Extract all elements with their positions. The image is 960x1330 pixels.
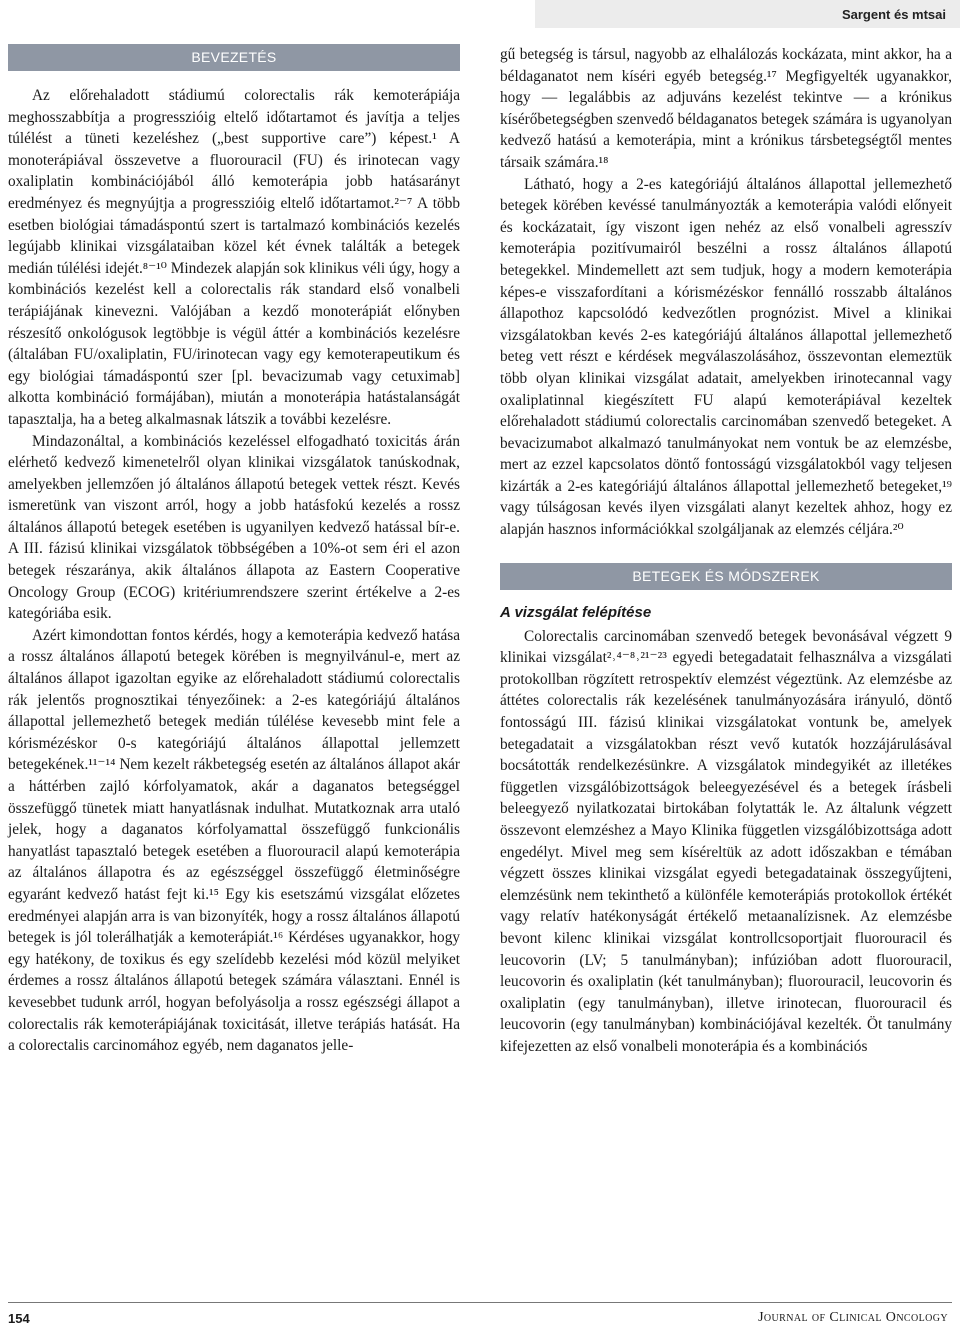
- right-column: [500, 44, 952, 1058]
- running-head-text: Sargent és mtsai: [841, 6, 946, 22]
- body-paragraph: Azért kimondottan fontos kérdés, hogy a kemoterápia kedvező hatása a rossz általános állapotú betegek körében is megnyilvánul-e, mert az általános állapot igazoltan egyike az előrehaladott stádiumú colorectalis rák jelentős prognosztikai tényezőinek: a 2-es kategóriájú általános állapottal jellemezhető betegek medián túlélése kevesebb mint fele a kórismézéskor 0-s kategóriájú általános állapottal jellemzett betegekének.¹¹⁻¹⁴ Nem kezelt rákbetegség esetén az általános állapot akár a háttérben zajló kórfolyamatok, akár a daganatos betegséggel összefüggő tünetek miatt hanyatlásnak indulhat. Mutatkoznak arra utaló jelek, hogy a daganatos kórfolyamattal összefüggő funkcionális hanyatlást tapasztaló betegek esetében a fluorouracil alapú kemoterápia az általános állapotra és az egészséggel összefüggő életminőségre egyaránt kedvező hatást fejt ki.¹⁵ Egy kis esetszámú vizsgálat előzetes eredményei alapján arra is van bizonyíték, hogy a rossz általános állapotú betegek is jól tolerálhatják a kemoterápiát.¹⁶ Kérdéses ugyanakkor, hogy egy hatékony, de toxikus és egy szelídebb kezelési mód közül melyiket érdemes a rossz általános állapotú betegek számára választani. Ennél is kevesebbet tudunk arról, hogyan befolyásolja a rossz egészségi állapot a colorectalis rák kemoterápiájának toxicitását, illetve terápiás hatását. Ha a colorectalis carcinomához egyéb, nem daganatos jelle-: [8, 626, 460, 1055]
- page-number: 154: [8, 1311, 30, 1326]
- journal-name: Journal of Clinical Oncology: [758, 1310, 948, 1325]
- body-paragraph: Látható, hogy a 2-es kategóriájú általános állapottal jellemezhető betegek körében kevéssé tanulmányozták a kemoterápia valódi előnyeit és kockázatait, így viszont igen nehéz az első vonalbeli agresszív kemoterápia pozitívumairól beszélni a rossz általános állapotú betegekkel. Mindemellett azt sem tudjuk, hogy a modern kemoterápia képes-e visszafordítani a kórismézéskor fennálló rosszabb általános állapothoz kapcsolódó kedvezőtlen prognózist. Mivel a klinikai vizsgálatokban kevés 2-es kategóriájú általános állapottal jellemezhető beteg vett részt e kérdések megválaszolásához, összevontan elemeztük több olyan klinikai vizsgálat adatait, amelyekben irinotecannal vagy oxaliplatinnal kiegészített FU alapú kemoterápiával kezeltek előrehaladott stádiumú colorectalis carcinomában szenvedő betegeket. A bevacizumabot alkalmazó tanulmányokat nem vontuk be az elemzésbe, mert az ezzel kapcsolatos döntő fontosságú vizsgálatokból vagy teljesen kizárták a 2-es kategóriájú általános állapottal jellemezhető betegeket,¹⁹ vagy túlságosan kevés ilyen vizsgálati alanyt kezeltek ahhoz, hogy ez alapján hasznos információkkal szolgáljanak az elemzés céljára.²⁰: [500, 175, 952, 539]
- body-paragraph: Mindazonáltal, a kombinációs kezeléssel elfogadható toxicitás árán elérhető kedvező kimenetelről olyan klinikai vizsgálatok tanúskodnak, amelyekben jellemzően jó általános állapotú betegek vettek részt. Kevés ismeretünk van viszont arról, hogy a jobb hatásfokú kezelés a rossz általános állapotú betegek esetében is ugyanilyen kedvező hatással bír-e. A III. fázisú klinikai vizsgálatok többségében a 10%-ot sem éri el azon betegek részaránya, akik általános állapota az Eastern Cooperative Oncology Group (ECOG) kritériumrendszere szerint értékelve a 2-es kategóriába esik.: [8, 432, 460, 623]
- subheading-study-design: A vizsgálat felépítése: [500, 603, 652, 621]
- footer-rule: [8, 1302, 952, 1303]
- section-heading-methods: BETEGEK ÉS MÓDSZEREK: [500, 563, 952, 590]
- section-heading-introduction: BEVEZETÉS: [8, 44, 460, 71]
- left-column: [8, 44, 460, 1057]
- running-head: [535, 0, 960, 28]
- body-paragraph: gű betegség is társul, nagyobb az elhalálozás kockázata, mint akkor, ha a béldaganatot nem kíséri egyéb betegség.¹⁷ Megfigyelték ugyanakkor, hogy — legalábbis az adjuváns kezelést tekintve — a krónikus kísérőbetegségben szenvedő béldaganatos betegek számára is ugyanolyan kedvező hatású a kemoterápia, mint a krónikus társbetegségtől mentes társaik számára.¹⁸: [500, 46, 952, 171]
- body-paragraph: Az előrehaladott stádiumú colorectalis rák kemoterápiája meghosszabbítja a progresszióig eltelő időtartamot és javítja a teljes túlélést a tüneti kezeléshez („best supportive care”) képest.¹ A monoterápiával összevetve a fluorouracil (FU) és irinotecan vagy oxaliplatin kombinációjából álló kemoterápia jobb hatásarányt eredményez és megnyújtja a progresszióig eltelő időtartamot.²⁻⁷ A több esetben biológiai támadáspontú szert is tartalmazó kombinációs kezelés legújabb klinikai vizsgálataiban közel két évnek találták a betegek medián túlélési idejét.⁸⁻¹⁰ Mindezek alapján sok klinikus véli úgy, hogy a kombinációs kezelést kell a colorectalis rák standard első vonalbeli terápiájának kinevezni. Valójában a kezdő monoterápiát előnyben részesítő onkológusok legtöbbje is végül áttér a kombinációs kezelésre (általában FU/oxaliplatin, FU/irinotecan vagy egy kemoterapeutikum és egy biológiai támadáspontú szer [pl. bevacizumab vagy cetuximab] alkotta kombináció formájában), miután a monoterápia hatástalanságát tapasztalja, ha a beteg alkalmasnak látszik a további kezelésre.: [8, 87, 460, 428]
- body-paragraph: Colorectalis carcinomában szenvedő betegek bevonásával végzett 9 klinikai vizsgálat²˒⁴⁻⁸˒²¹⁻²³ egyedi betegadatait felhasználva a vizsgálati protokollban rögzített retrospektív elemzést végeztünk. Az elemzésbe az áttétes colorectalis rák kezelésének tanulmányozására irányuló, döntő fontosságú III. fázisú klinikai vizsgálatokat vontunk be, amelyek betegadatait a vizsgálatokban részt vevő kutatók hozzájárulásával bocsátották rendelkezésünkre. A vizsgálatok mindegyikét az illetékes független vizsgálóbizottságok beleegyezésével és a betegek írásbeli beleegyező nyilatkozatai birtokában folytatták le. Az általunk végzett összevont elemzéshez a Mayo Klinika független vizsgálóbizottsága adott engedélyt. Mivel meg sem kíséreltük az adott időszakban e témában végzett összes klinikai vizsgálat egyedi betegadatainak összegyűjteni, elemzésünk nem tekinthető a különféle kemoterápiás protokollok értékét vagy relatív hatékonyságát értékelő metaanalízisnek. Az elemzésbe bevont kilenc klinikai vizsgálat kontrollcsoportjait fluorouracil és leucovorin (LV; 5 tanulmányban); infúzióban adott fluorouracil, leucovorin és oxaliplatin (két tanulmányban); fluorouracil, leucovorin és oxaliplatin (egy tanulmányban), illetve irinotecan, fluorouracil és leucovorin (egy tanulmányban) kombinációjával kezelték. Öt tanulmány kifejezetten az első vonalbeli monoterápia és a kombinációs: [500, 627, 952, 1055]
